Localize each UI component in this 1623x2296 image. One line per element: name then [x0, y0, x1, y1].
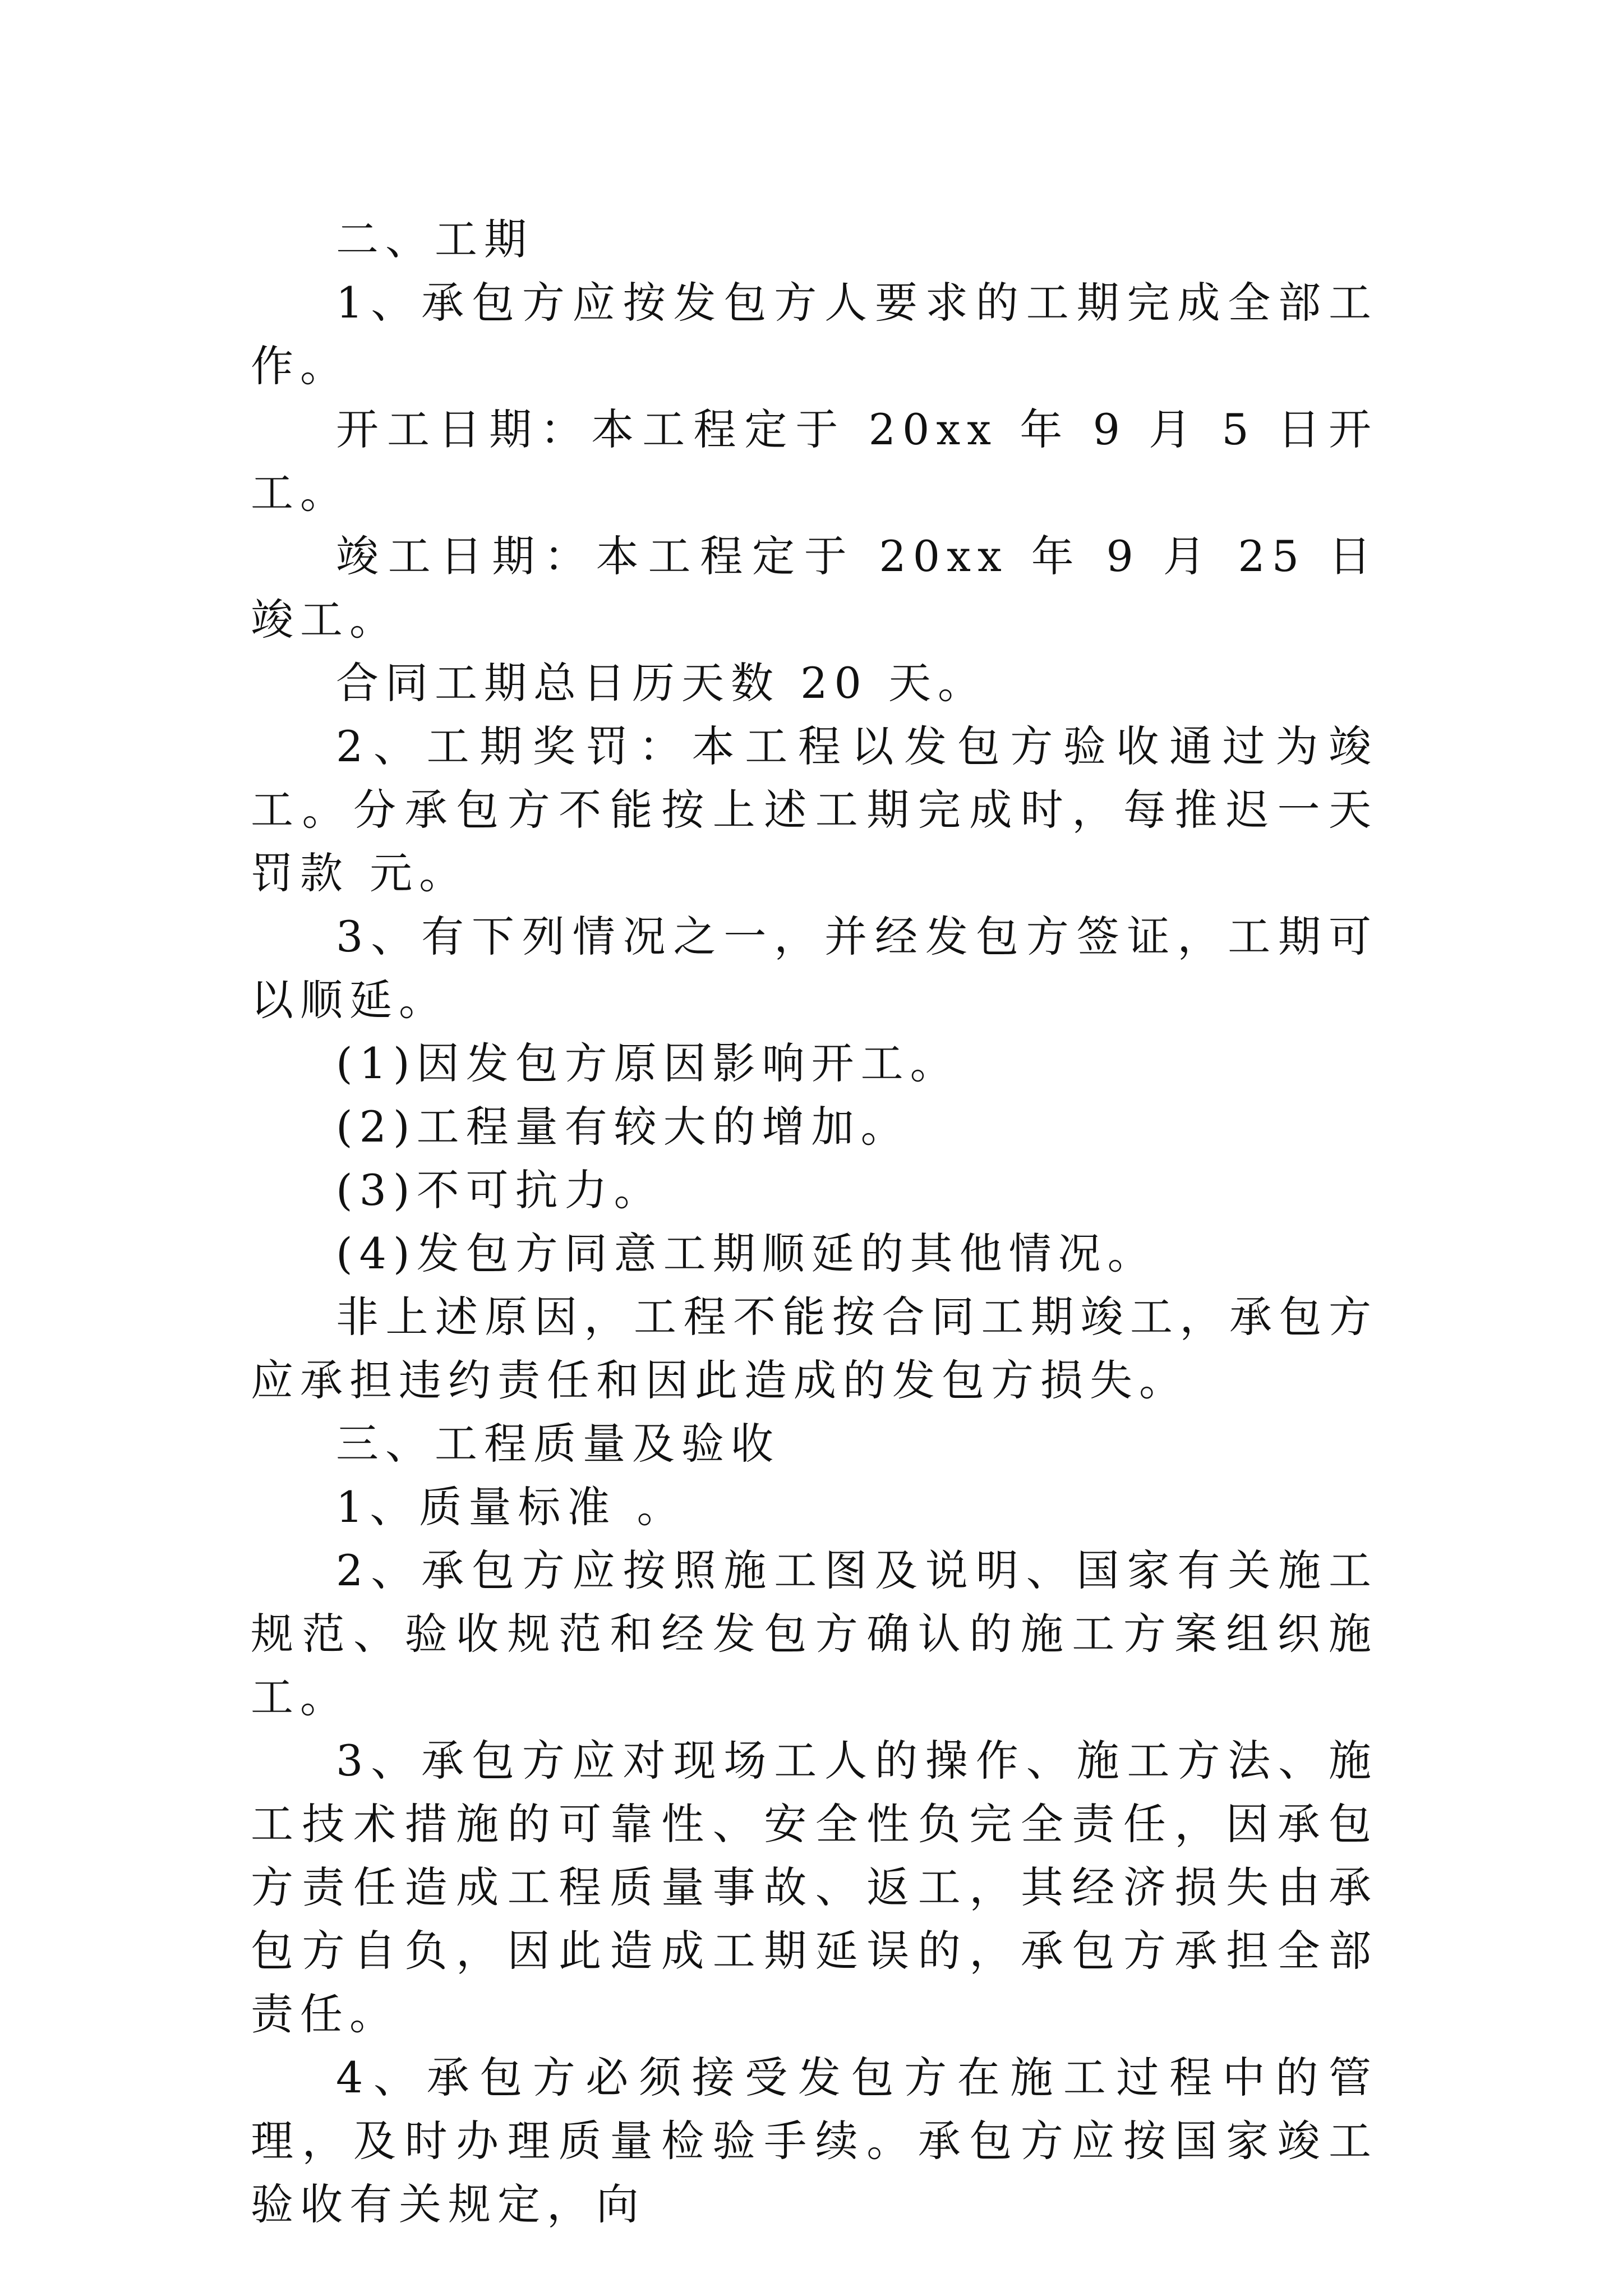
paragraph-total-days: 合同工期总日历天数 20 天。 [336, 658, 988, 708]
paragraph-quality-standard: 1、质量标准 。 [336, 1482, 686, 1532]
paragraph-construction-spec: 2、承包方应按照施工图及说明、国家有关施工规范、验收规范和经发包方确认的施工方案组织施工。 [251, 1545, 1378, 1722]
paragraph-rewards-penalties: 2、工期奖罚：本工程以发包方验收通过为竣工。分承包方不能按上述工期完成时，每推迟一天罚款 元。 [251, 721, 1378, 898]
list-item: (3)不可抗力。 [336, 1165, 663, 1215]
list-item: (1)因发包方原因影响开工。 [336, 1038, 960, 1088]
paragraph: 1、承包方应按发包方人要求的工期完成全部工作。 [251, 278, 1378, 391]
paragraph-start-date: 开工日期：本工程定于 20xx 年 9 月 5 日开工。 [251, 404, 1378, 518]
paragraph-liability: 非上述原因，工程不能按合同工期竣工，承包方应承担违约责任和因此造成的发包方损失。 [251, 1292, 1378, 1405]
document-page [251, 208, 1378, 2236]
paragraph-extension: 3、有下列情况之一，并经发包方签证，工期可以顺延。 [251, 912, 1378, 1025]
list-item: (2)工程量有较大的增加。 [336, 1102, 910, 1152]
list-item: (4)发包方同意工期顺延的其他情况。 [336, 1228, 1157, 1278]
paragraph-responsibility: 3、承包方应对现场工人的操作、施工方法、施工技术措施的可靠性、安全性负完全责任，因承包方责任造成工程质量事故、返工，其经济损失由承包方自负，因此造成工期延误的，承包方承担全部责任。 [251, 1736, 1378, 2039]
section-heading-schedule: 二、工期 [336, 214, 533, 264]
paragraph-completion-date: 竣工日期：本工程定于 20xx 年 9 月 25 日竣工。 [251, 531, 1378, 645]
paragraph-management: 4、承包方必须接受发包方在施工过程中的管理，及时办理质量检验手续。承包方应按国家竣工验收有关规定，向 [251, 2053, 1378, 2229]
section-heading-quality: 三、工程质量及验收 [336, 1419, 780, 1469]
